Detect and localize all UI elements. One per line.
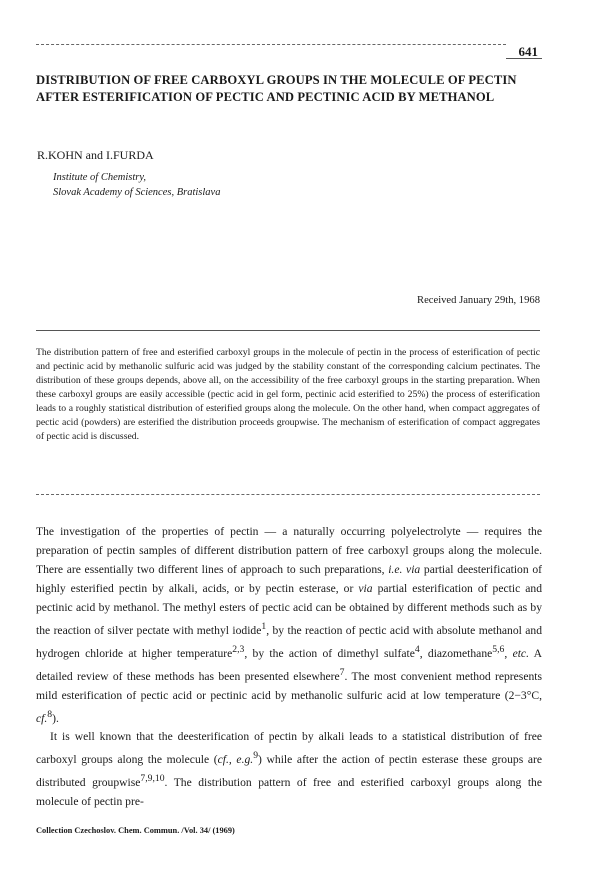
authors: R.KOHN and I.FURDA [37,148,154,162]
abstract: The distribution pattern of free and esterified carboxyl groups in the molecule of pectin in the process of esterification of pectic and pectinic acid by methanolic sulfuric acid was judged by the stability constant of the corresponding calcium pectinates. The distribution of these groups depends, above all, on the accessibility of the free carboxyl groups in the starting preparation. When these carboxyl groups are easily accessible (pectic acid in gel form, pectinic acid esterified to 25%) the process of esterification leads to a roughly statistical distribution of esterified groups along the molecule. On the other hand, when compact aggregates of pectic acid (powders) are esterified the distribution proceeds groupwise. The mechanism of esterification of compact aggregates of pectic acid is discussed. [36,347,540,442]
header-rule-right [506,58,542,59]
reference-8: 8 [47,708,53,720]
page-number: 641 [518,44,538,59]
reference-9: 9 [253,750,259,762]
abstract-top-rule [36,330,540,331]
journal-footer: Collection Czechoslov. Chem. Commun. /Vol. 34/ (1969) [36,826,235,835]
reference-5-6: 5,6 [492,643,505,655]
body-paragraph-2: It is well known that the deesterification of pectin by alkali leads to a statistical distribution of free carboxyl groups along the molecule (cf., e.g.$^9$) while after the action of pectin esterase these groups are distributed groupwise$^{7,9,10}$. The distribution pattern of free and esterified carboxyl groups along the molecule of pectin pre- [36,730,543,809]
article-title: DISTRIBUTION OF FREE CARBOXYL GROUPS IN THE MOLECULE OF PECTIN AFTER ESTERIFICATION OF PECTIC AND PECTINIC ACID BY METHANOL [36,73,517,104]
abstract-bottom-rule [36,494,540,495]
affiliation [53,170,220,200]
reference-1: 1 [261,621,267,632]
affiliation-academy: Slovak Academy of Sciences, Bratislava [53,187,221,198]
received-date: Received January 29th, 1968 [417,295,540,306]
reference-7: 7 [339,666,345,678]
body-text [36,522,542,811]
reference-7-9-10: 7,9,10 [140,773,165,785]
reference-2-3: 2,3 [232,643,245,655]
reference-4: 4 [414,643,420,655]
affiliation-institute: Institute of Chemistry, [53,172,147,183]
body-paragraph-1: The investigation of the properties of pectin — a naturally occurring polyelectrolyte — requires the preparation of pectin samples of different distribution pattern of free carboxyl groups along the molecule. There are essentially two different lines of approach to such preparations, i.e. via partial deesterification of highly esterified pectin by alkali, acids, or by pectin esterase, or via partial esterification of pectic and pectinic acid by methanol. The methyl esters of pectic acid can be obtained by different methods such as by the reaction of silver pectate with methyl iodide$^1$, by the reaction of pectic acid with absolute methanol and hydrogen chloride at higher temperature$^{2,3}$, by the action of dimethyl sulfate$^4$, diazomethane$^{5,6}$, etc. A detailed review of these methods has been presented elsewhere$^7$. The most convenient method represents mild esterification of pectic acid or pectinic acid by methanolic sulfuric acid at low temperature (2−3°C, cf.$^8$). [36,525,543,725]
header-rule [36,44,506,45]
